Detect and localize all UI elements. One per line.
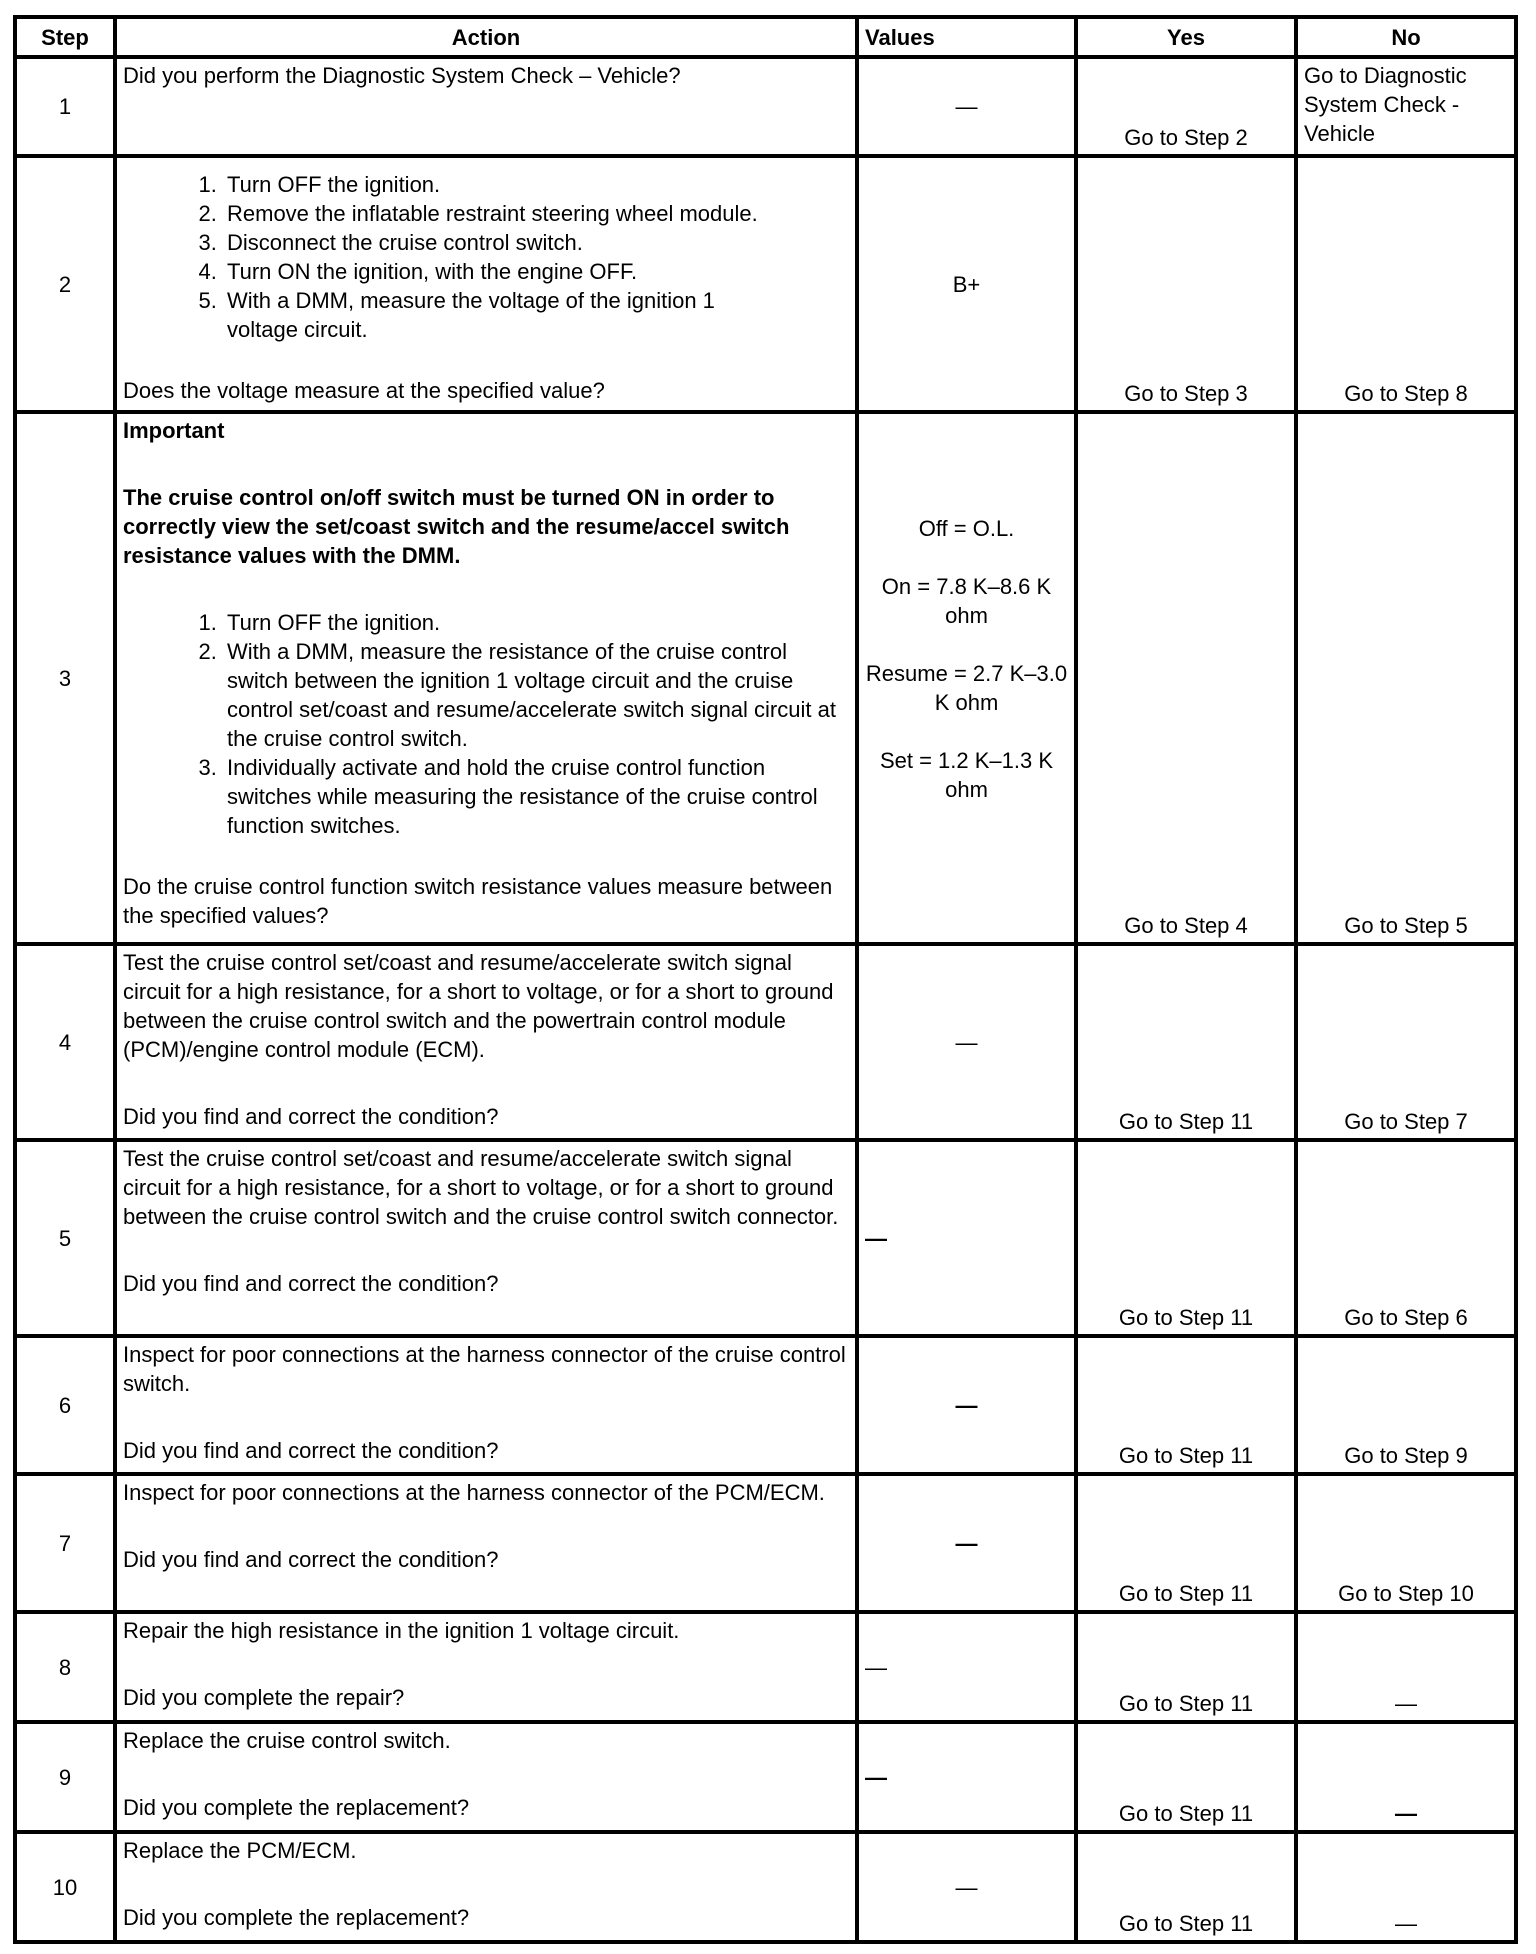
table-row	[15, 156, 1516, 412]
yes-cell: Go to Step 11	[1076, 1336, 1296, 1474]
action-cell	[115, 1474, 857, 1612]
step-number: 10	[15, 1832, 115, 1942]
important-title: Important	[123, 418, 225, 443]
table-row	[15, 1474, 1516, 1612]
yes-cell: Go to Step 11	[1076, 1832, 1296, 1942]
question-text: Did you find and correct the condition?	[123, 1271, 499, 1296]
step-number: 6	[15, 1336, 115, 1474]
step-number: 3	[15, 412, 115, 944]
value-line: Off = O.L.	[918, 516, 1015, 541]
header-values: Values	[857, 17, 1076, 57]
procedure-item: 3. Individually activate and hold the cruise control function switches while measuring the resistance of the cruise control function switches.	[223, 753, 849, 840]
table-row	[15, 1612, 1516, 1722]
yes-cell: Go to Step 11	[1076, 1474, 1296, 1612]
table-row	[15, 57, 1516, 156]
no-line: System Check -	[1304, 92, 1460, 117]
header-row	[15, 17, 1516, 57]
question-text: Did you complete the replacement?	[123, 1795, 470, 1820]
value-cell: —	[857, 1336, 1076, 1474]
no-cell: —	[1296, 1612, 1516, 1722]
question-text: Did you find and correct the condition?	[123, 1104, 499, 1129]
question-text: Did you find and correct the condition?	[123, 1438, 499, 1463]
yes-cell: Go to Step 11	[1076, 1722, 1296, 1832]
yes-cell: Go to Step 3	[1076, 156, 1296, 412]
value-line: Set = 1.2 K–1.3 K ohm	[879, 748, 1054, 802]
action-cell	[115, 1140, 857, 1336]
value-cell: —	[857, 57, 1076, 156]
procedure-item: 4. Turn ON the ignition, with the engine OFF.	[223, 257, 849, 286]
yes-cell: Go to Step 11	[1076, 944, 1296, 1140]
procedure-item: 2. Remove the inflatable restraint steering wheel module.	[223, 199, 849, 228]
value-cell: —	[857, 1832, 1076, 1942]
action-cell	[115, 156, 857, 412]
step-number: 4	[15, 944, 115, 1140]
table-row	[15, 1336, 1516, 1474]
question-text: Did you complete the replacement?	[123, 1905, 470, 1930]
table-row	[15, 1722, 1516, 1832]
procedure-item: 1. Turn OFF the ignition.	[223, 170, 849, 199]
procedure-item: 5. With a DMM, measure the voltage of the ignition 1 voltage circuit.	[223, 286, 849, 344]
value-cell	[857, 412, 1076, 944]
no-cell: Go to Step 8	[1296, 156, 1516, 412]
procedure-item: 2. With a DMM, measure the resistance of the cruise control switch between the ignition 1 voltage circuit and the cruise control set/coast and resume/accelerate switch signal circuit at the cruise control switch.	[223, 637, 849, 753]
no-cell: Go to Step 6	[1296, 1140, 1516, 1336]
procedure-list	[123, 608, 849, 840]
action-cell	[115, 1722, 857, 1832]
value-line: Resume = 2.7 K–3.0 K ohm	[865, 661, 1068, 715]
question-text: Do the cruise control function switch resistance values measure between the specified values?	[123, 874, 833, 928]
action-text: Inspect for poor connections at the harness connector of the cruise control switch.	[123, 1342, 846, 1396]
step-number: 7	[15, 1474, 115, 1612]
step-number: 9	[15, 1722, 115, 1832]
question-text: Did you complete the repair?	[123, 1685, 405, 1710]
table-row	[15, 1832, 1516, 1942]
action-text: Replace the cruise control switch.	[123, 1728, 451, 1753]
yes-cell: Go to Step 11	[1076, 1140, 1296, 1336]
no-line: Go to Diagnostic	[1304, 63, 1467, 88]
no-cell	[1296, 57, 1516, 156]
action-cell	[115, 944, 857, 1140]
table-row	[15, 412, 1516, 944]
no-cell: —	[1296, 1722, 1516, 1832]
header-no: No	[1296, 17, 1516, 57]
question-text: Did you find and correct the condition?	[123, 1547, 499, 1572]
step-number: 8	[15, 1612, 115, 1722]
no-cell: Go to Step 7	[1296, 944, 1516, 1140]
procedure-list	[123, 170, 849, 344]
question-text: Does the voltage measure at the specified value?	[123, 378, 605, 403]
action-cell	[115, 412, 857, 944]
action-text: Inspect for poor connections at the harness connector of the PCM/ECM.	[123, 1480, 825, 1505]
procedure-item: 1. Turn OFF the ignition.	[223, 608, 849, 637]
action-cell	[115, 57, 857, 156]
step-number: 5	[15, 1140, 115, 1336]
header-action: Action	[115, 17, 857, 57]
no-cell: Go to Step 9	[1296, 1336, 1516, 1474]
action-text: Repair the high resistance in the ignition 1 voltage circuit.	[123, 1618, 680, 1643]
header-step: Step	[15, 17, 115, 57]
action-text: Replace the PCM/ECM.	[123, 1838, 357, 1863]
value-cell: —	[857, 1612, 1076, 1722]
step-number: 1	[15, 57, 115, 156]
yes-cell: Go to Step 2	[1076, 57, 1296, 156]
value-cell: —	[857, 944, 1076, 1140]
table-row	[15, 1140, 1516, 1336]
table-row	[15, 944, 1516, 1140]
action-cell	[115, 1336, 857, 1474]
no-cell: Go to Step 5	[1296, 412, 1516, 944]
action-cell	[115, 1612, 857, 1722]
action-cell	[115, 1832, 857, 1942]
important-body: The cruise control on/off switch must be turned ON in order to correctly view the set/coast switch and the resume/accel switch resistance values with the DMM.	[123, 485, 790, 568]
no-line: Vehicle	[1304, 121, 1375, 146]
action-text: Did you perform the Diagnostic System Check – Vehicle?	[123, 63, 681, 88]
yes-cell: Go to Step 4	[1076, 412, 1296, 944]
action-text: Test the cruise control set/coast and resume/accelerate switch signal circuit for a high resistance, for a short to voltage, or for a short to ground between the cruise control switch and the powertrain control module (PCM)/engine control module (ECM).	[123, 950, 834, 1062]
step-number: 2	[15, 156, 115, 412]
procedure-item: 3. Disconnect the cruise control switch.	[223, 228, 849, 257]
diagnostic-table	[13, 15, 1518, 1944]
value-cell: —	[857, 1722, 1076, 1832]
header-yes: Yes	[1076, 17, 1296, 57]
value-cell: —	[857, 1474, 1076, 1612]
no-cell: Go to Step 10	[1296, 1474, 1516, 1612]
value-cell: B+	[857, 156, 1076, 412]
value-line: On = 7.8 K–8.6 K ohm	[881, 574, 1052, 628]
action-text: Test the cruise control set/coast and resume/accelerate switch signal circuit for a high resistance, for a short to voltage, or for a short to ground between the cruise control switch and the cruise control switch connector.	[123, 1146, 839, 1229]
no-cell: —	[1296, 1832, 1516, 1942]
value-cell: —	[857, 1140, 1076, 1336]
yes-cell: Go to Step 11	[1076, 1612, 1296, 1722]
